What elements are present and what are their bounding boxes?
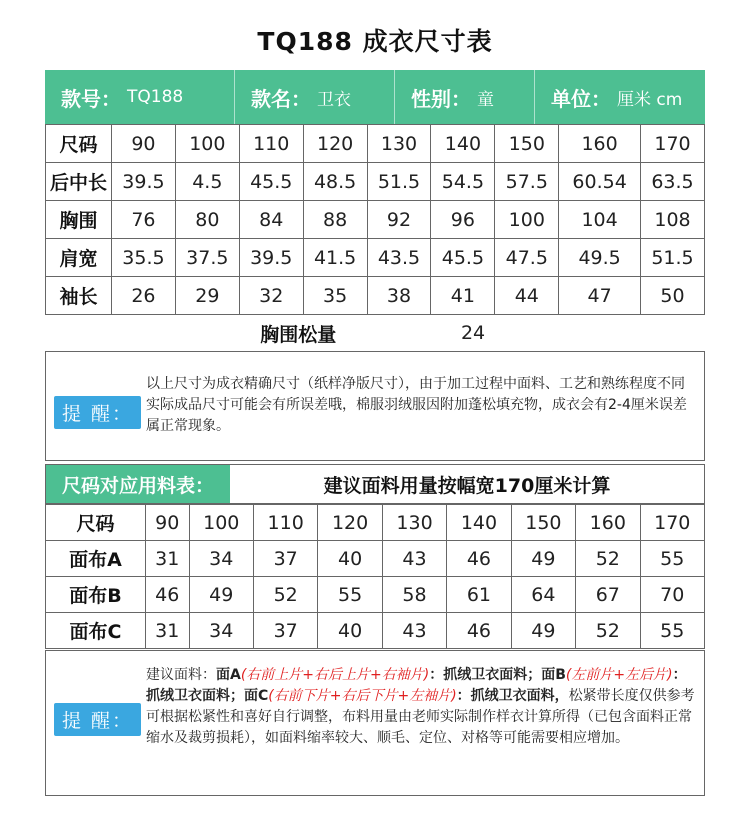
measurement-value: 51.5 <box>640 239 704 277</box>
note-text-2 <box>146 665 698 749</box>
fabric-value: 46 <box>146 577 190 613</box>
measurement-value: 35.5 <box>112 239 176 277</box>
size-header-cell: 160 <box>559 125 641 163</box>
fabric-size-row <box>46 505 705 541</box>
fabric-value: 67 <box>576 577 640 613</box>
tip-badge-1: 提 醒： <box>54 396 141 429</box>
measurement-row <box>46 239 705 277</box>
fabric-value: 52 <box>576 541 640 577</box>
measurement-label: 肩宽 <box>46 239 112 277</box>
style-no-label: 款号： <box>61 86 121 111</box>
measurement-value: 63.5 <box>640 163 704 201</box>
gender-label: 性别： <box>411 86 471 111</box>
fabric-c-label: 面C <box>244 688 269 704</box>
fabric-b-label: 面B <box>541 667 566 683</box>
fabric-value: 43 <box>382 541 446 577</box>
fabric-section-tag: 尺码对应用料表： <box>46 465 230 503</box>
measurement-value: 49.5 <box>559 239 641 277</box>
measurement-label: 胸围 <box>46 201 112 239</box>
fabric-b-type: ：抓绒卫衣面料； <box>146 667 687 704</box>
fabric-label: 面布B <box>46 577 146 613</box>
size-header-cell: 140 <box>431 125 495 163</box>
measurement-value: 47.5 <box>495 239 559 277</box>
measurement-value: 60.54 <box>559 163 641 201</box>
fabric-value: 46 <box>447 613 511 649</box>
note-text-1: 以上尺寸为成衣精确尺寸（纸样净版尺寸），由于加工过程中面料、工艺和熟练程度不同实际成品尺寸可能会有所误差哦，棉服羽绒服因附加蓬松填充物，成衣会有2-4厘米误差属正常现象。 <box>146 376 687 434</box>
ease-value: 24 <box>431 315 705 352</box>
note-box-1 <box>45 351 705 461</box>
measurement-value: 29 <box>175 277 239 315</box>
fabric-section-header <box>45 464 705 504</box>
fabric-size-header-cell: 90 <box>146 505 190 541</box>
fabric-label: 面布A <box>46 541 146 577</box>
size-header-cell: 90 <box>112 125 176 163</box>
measurement-value: 100 <box>495 201 559 239</box>
fabric-value: 31 <box>146 613 190 649</box>
note-box-2 <box>45 650 705 796</box>
size-row <box>46 125 705 163</box>
measurement-value: 57.5 <box>495 163 559 201</box>
fabric-value: 31 <box>146 541 190 577</box>
page-title: TQ188 成衣尺寸表 <box>257 27 493 56</box>
size-header-cell: 100 <box>175 125 239 163</box>
style-no-value: TQ188 <box>127 87 184 107</box>
measurement-label: 后中长 <box>46 163 112 201</box>
fabric-value: 55 <box>318 577 382 613</box>
fabric-table <box>45 504 705 649</box>
fabric-value: 34 <box>189 541 253 577</box>
measurement-value: 35 <box>303 277 367 315</box>
fabric-a-label: 面A <box>216 667 241 683</box>
measurement-value: 38 <box>367 277 431 315</box>
measurement-value: 39.5 <box>239 239 303 277</box>
fabric-section-title: 建议面料用量按幅宽170厘米计算 <box>323 474 611 497</box>
fabric-value: 40 <box>318 541 382 577</box>
fabric-value: 43 <box>382 613 446 649</box>
style-no-cell <box>45 70 235 124</box>
measurement-value: 41 <box>431 277 495 315</box>
gender-cell <box>395 70 535 124</box>
measurement-value: 84 <box>239 201 303 239</box>
measurement-value: 51.5 <box>367 163 431 201</box>
fabric-value: 61 <box>447 577 511 613</box>
unit-cell <box>535 70 705 124</box>
measurement-value: 45.5 <box>431 239 495 277</box>
name-label: 款名： <box>251 86 311 111</box>
measurement-value: 43.5 <box>367 239 431 277</box>
measurement-label: 袖长 <box>46 277 112 315</box>
info-band <box>45 70 705 124</box>
measurement-value: 48.5 <box>303 163 367 201</box>
fabric-value: 55 <box>640 613 705 649</box>
fabric-value: 46 <box>447 541 511 577</box>
measurement-value: 45.5 <box>239 163 303 201</box>
fabric-a-type: ：抓绒卫衣面料； <box>429 667 542 683</box>
fabric-c-parts: (右前下片+右后下片+左袖片) <box>268 688 457 704</box>
fabric-value: 58 <box>382 577 446 613</box>
measurement-value: 76 <box>112 201 176 239</box>
note2-rest: 松紧带长度仅供参考可根据松紧性和喜好自行调整，布料用量由老师实际制作样衣计算所得（已包含面料正常缩水及裁剪损耗），如面料缩率较大、顺毛、定位、对格等可能需要相应增加。 <box>146 688 695 746</box>
measurement-row <box>46 277 705 315</box>
fabric-row <box>46 577 705 613</box>
measurement-value: 47 <box>559 277 641 315</box>
size-header-cell: 110 <box>239 125 303 163</box>
measurement-value: 4.5 <box>175 163 239 201</box>
fabric-value: 37 <box>253 613 317 649</box>
fabric-size-label: 尺码 <box>46 505 146 541</box>
measurement-value: 26 <box>112 277 176 315</box>
measurement-value: 96 <box>431 201 495 239</box>
size-table <box>45 124 705 352</box>
fabric-row <box>46 541 705 577</box>
unit-label: 单位： <box>551 86 611 111</box>
measurement-value: 80 <box>175 201 239 239</box>
ease-row <box>46 315 705 352</box>
note2-intro: 建议面料： <box>146 667 216 683</box>
fabric-value: 55 <box>640 541 705 577</box>
fabric-value: 40 <box>318 613 382 649</box>
size-header-cell: 150 <box>495 125 559 163</box>
fabric-size-header-cell: 110 <box>253 505 317 541</box>
name-cell <box>235 70 395 124</box>
measurement-value: 37.5 <box>175 239 239 277</box>
fabric-value: 37 <box>253 541 317 577</box>
measurement-value: 50 <box>640 277 704 315</box>
fabric-label: 面布C <box>46 613 146 649</box>
measurement-value: 54.5 <box>431 163 495 201</box>
tip-badge-2: 提 醒： <box>54 703 141 736</box>
size-header-cell: 120 <box>303 125 367 163</box>
fabric-size-header-cell: 140 <box>447 505 511 541</box>
fabric-size-header-cell: 150 <box>511 505 575 541</box>
fabric-size-header-cell: 100 <box>189 505 253 541</box>
fabric-value: 52 <box>576 613 640 649</box>
fabric-a-parts: (右前上片+右后上片+右袖片) <box>240 667 430 683</box>
size-label: 尺码 <box>46 125 112 163</box>
fabric-size-header-cell: 170 <box>640 505 705 541</box>
fabric-b-parts: (左前片+左后片) <box>565 667 673 683</box>
measurement-value: 39.5 <box>112 163 176 201</box>
measurement-row <box>46 163 705 201</box>
fabric-value: 49 <box>189 577 253 613</box>
fabric-value: 34 <box>189 613 253 649</box>
fabric-size-header-cell: 160 <box>576 505 640 541</box>
fabric-row <box>46 613 705 649</box>
fabric-value: 52 <box>253 577 317 613</box>
measurement-value: 32 <box>239 277 303 315</box>
fabric-size-header-cell: 120 <box>318 505 382 541</box>
unit-value: 厘米 cm <box>617 89 683 110</box>
measurement-value: 88 <box>303 201 367 239</box>
fabric-c-type: ：抓绒卫衣面料， <box>456 688 569 704</box>
measurement-value: 104 <box>559 201 641 239</box>
measurement-value: 92 <box>367 201 431 239</box>
size-header-cell: 130 <box>367 125 431 163</box>
fabric-value: 49 <box>511 613 575 649</box>
ease-label: 胸围松量 <box>46 315 431 352</box>
fabric-value: 64 <box>511 577 575 613</box>
fabric-value: 49 <box>511 541 575 577</box>
measurement-row <box>46 201 705 239</box>
size-header-cell: 170 <box>640 125 704 163</box>
gender-value: 童 <box>477 89 494 110</box>
fabric-value: 70 <box>640 577 705 613</box>
name-value: 卫衣 <box>317 89 351 110</box>
fabric-size-header-cell: 130 <box>382 505 446 541</box>
measurement-value: 41.5 <box>303 239 367 277</box>
measurement-value: 44 <box>495 277 559 315</box>
measurement-value: 108 <box>640 201 704 239</box>
